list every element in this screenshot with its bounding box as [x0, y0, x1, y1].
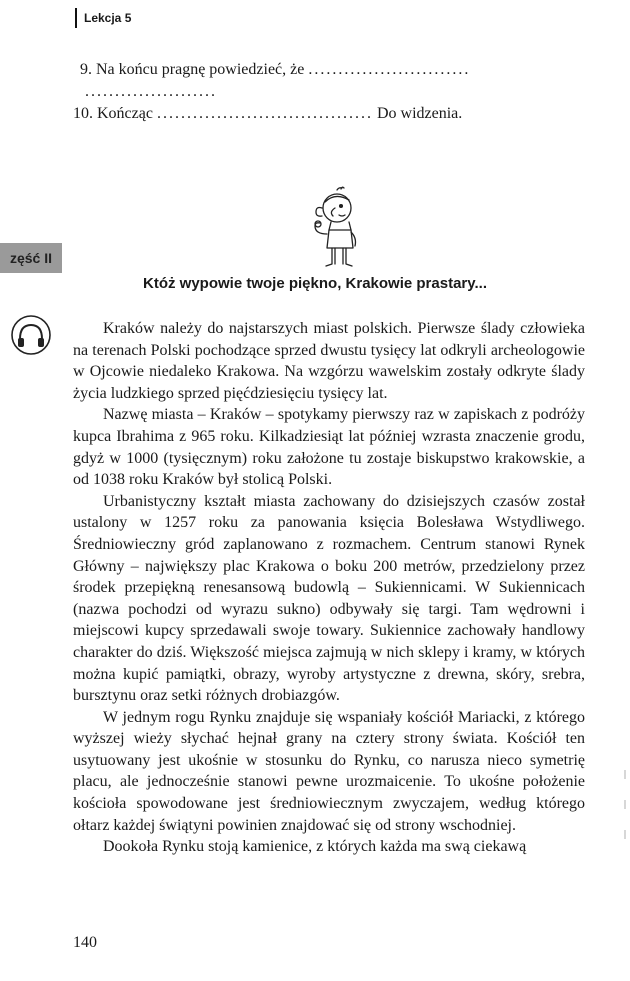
- edge-mark: [624, 770, 626, 779]
- paragraph: Dookoła Rynku stoją kamienice, z których każda ma swą ciekawą: [103, 838, 527, 856]
- paragraph: Kraków należy do najstarszych miast polskich. Pierwsze ślady człowieka na terenach Polski pochodzące sprzed dwustu tysięcy lat odkryli archeologowie w Ojcowie niedaleko Krakowa. Na wzgórzu wawelskim zostały odkryte ślady życia ludzkiego sprzed pięćdziesięciu tysięcy lat.: [73, 320, 585, 402]
- header-rule: [75, 8, 77, 28]
- exercise-prompt: Kończąc: [97, 105, 153, 122]
- exercise-prompt: Na końcu pragnę powiedzieć, że: [96, 61, 305, 78]
- headphones-icon[interactable]: [10, 314, 52, 356]
- page-number: 140: [73, 934, 97, 951]
- fill-in-dots[interactable]: ....................................: [156, 105, 373, 122]
- section-title: Któż wypowie twoje piękno, Krakowie prastary...: [143, 275, 487, 292]
- edge-mark: [624, 800, 626, 809]
- paragraph: Nazwę miasta – Kraków – spotykamy pierwszy raz w zapiskach z podróży kupca Ibrahima z 965 roku. Kilkadziesiąt lat później wzrasta znaczenie grodu, gdyż w 1000 (tysięcznym) roku założone tu zostaje biskupstwo krakowskie, a od 1038 roku Kraków był stolicą Polski.: [73, 406, 585, 489]
- paragraph: W jednym rogu Rynku znajduje się wspaniały kościół Mariacki, z którego wyższej wieży słychać hejnał grany na cztery strony świata. Kościół ten usytuowany jest ukośnie w stosunku do Rynku, co narusza nieco symetrię placu, ale jednocześnie stanowi pewne urozmaicenie. To ukośne położenie kościoła spowodowane jest średniowiecznym zwyczajem, według którego ołtarz każdej świątyni powinien znajdować się od strony wschodniej.: [73, 708, 585, 834]
- boy-figure-illustration: [305, 186, 365, 270]
- exercise-ending: Do widzenia.: [376, 105, 463, 122]
- running-header: [75, 8, 131, 28]
- exercise-line-10: [73, 104, 462, 124]
- part-tab-label: zęść II: [9, 250, 53, 266]
- fill-in-dots[interactable]: ...........................: [308, 61, 471, 78]
- fill-in-dots[interactable]: ......................: [85, 83, 217, 100]
- lesson-label: Lekcja 5: [84, 11, 132, 25]
- exercise-number: 9.: [80, 61, 92, 78]
- exercise-line-9-continuation: [85, 82, 217, 102]
- paragraph: Urbanistyczny kształt miasta zachowany do dzisiejszych czasów został ustalony w 1257 roku za panowania księcia Bolesława Wstydliwego. Średniowieczny gród zaplanowano z rozmachem. Centrum stanowi Rynek Główny – największy plac Krakowa o boku 200 metrów, przedzielony przez środek przepiękną renesansową budowlą – Sukiennicami. W Sukiennicach (nazwa pochodzi od wyrazu sukno) odbywały się targi. Tam wędrowni i miejscowi kupcy sprzedawali swoje towary. Sukiennice zachowały handlowy charakter do dziś. Większość miejsca zajmują w nich sklepy i kramy, w których można kupić pamiątki, obrazy, wyroby artystyczne z drewna, skóry, srebra, bursztynu oraz setki różnych drobiazgów.: [73, 492, 585, 705]
- edge-mark: [624, 830, 626, 839]
- exercise-number: 10.: [73, 105, 93, 122]
- exercise-line-9: [80, 60, 470, 80]
- part-tab: [0, 243, 62, 273]
- article-body: [73, 318, 585, 858]
